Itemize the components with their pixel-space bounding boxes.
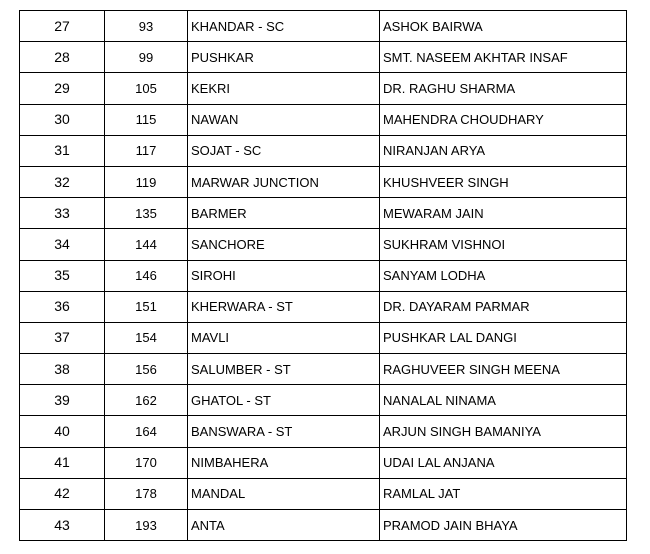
constituency-number-cell: 119: [105, 166, 188, 197]
candidate-name-cell: DR. RAGHU SHARMA: [380, 73, 627, 104]
constituency-name-cell: SALUMBER - ST: [188, 354, 380, 385]
candidate-name-cell: KHUSHVEER SINGH: [380, 166, 627, 197]
constituency-number-cell: 93: [105, 11, 188, 42]
constituency-name-cell: NAWAN: [188, 104, 380, 135]
serial-number-cell: 38: [20, 354, 105, 385]
serial-number-cell: 36: [20, 291, 105, 322]
constituency-number-cell: 162: [105, 385, 188, 416]
serial-number-cell: 41: [20, 447, 105, 478]
constituency-number-cell: 144: [105, 229, 188, 260]
constituency-number-cell: 117: [105, 135, 188, 166]
serial-number-cell: 33: [20, 198, 105, 229]
table-row: [20, 416, 627, 447]
constituency-name-cell: MARWAR JUNCTION: [188, 166, 380, 197]
constituency-name-cell: BARMER: [188, 198, 380, 229]
candidate-name-cell: NIRANJAN ARYA: [380, 135, 627, 166]
serial-number-cell: 27: [20, 11, 105, 42]
candidate-name-cell: UDAI LAL ANJANA: [380, 447, 627, 478]
constituency-name-cell: BANSWARA - ST: [188, 416, 380, 447]
constituency-name-cell: KEKRI: [188, 73, 380, 104]
candidate-name-cell: RAMLAL JAT: [380, 478, 627, 509]
constituency-number-cell: 151: [105, 291, 188, 322]
table-row: [20, 42, 627, 73]
constituency-number-cell: 164: [105, 416, 188, 447]
table-row: [20, 198, 627, 229]
table-row: [20, 510, 627, 541]
constituency-name-cell: GHATOL - ST: [188, 385, 380, 416]
serial-number-cell: 42: [20, 478, 105, 509]
table-row: [20, 260, 627, 291]
candidate-list-table-container: [19, 10, 627, 541]
constituency-name-cell: ANTA: [188, 510, 380, 541]
constituency-name-cell: PUSHKAR: [188, 42, 380, 73]
constituency-name-cell: NIMBAHERA: [188, 447, 380, 478]
constituency-number-cell: 99: [105, 42, 188, 73]
table-row: [20, 322, 627, 353]
table-row: [20, 11, 627, 42]
table-row: [20, 135, 627, 166]
constituency-name-cell: SOJAT - SC: [188, 135, 380, 166]
serial-number-cell: 29: [20, 73, 105, 104]
candidate-name-cell: SMT. NASEEM AKHTAR INSAF: [380, 42, 627, 73]
candidate-name-cell: MEWARAM JAIN: [380, 198, 627, 229]
table-body: [20, 11, 627, 541]
serial-number-cell: 31: [20, 135, 105, 166]
candidate-name-cell: PRAMOD JAIN BHAYA: [380, 510, 627, 541]
serial-number-cell: 34: [20, 229, 105, 260]
table-row: [20, 73, 627, 104]
table-row: [20, 229, 627, 260]
constituency-name-cell: SANCHORE: [188, 229, 380, 260]
candidate-name-cell: SUKHRAM VISHNOI: [380, 229, 627, 260]
candidate-name-cell: ASHOK BAIRWA: [380, 11, 627, 42]
serial-number-cell: 37: [20, 322, 105, 353]
candidate-name-cell: DR. DAYARAM PARMAR: [380, 291, 627, 322]
serial-number-cell: 30: [20, 104, 105, 135]
constituency-number-cell: 156: [105, 354, 188, 385]
table-row: [20, 447, 627, 478]
candidate-name-cell: PUSHKAR LAL DANGI: [380, 322, 627, 353]
serial-number-cell: 40: [20, 416, 105, 447]
constituency-name-cell: MAVLI: [188, 322, 380, 353]
constituency-number-cell: 193: [105, 510, 188, 541]
serial-number-cell: 39: [20, 385, 105, 416]
table-row: [20, 478, 627, 509]
constituency-number-cell: 135: [105, 198, 188, 229]
candidate-name-cell: NANALAL NINAMA: [380, 385, 627, 416]
candidate-list-table: [19, 10, 627, 541]
constituency-name-cell: SIROHI: [188, 260, 380, 291]
constituency-name-cell: MANDAL: [188, 478, 380, 509]
constituency-number-cell: 115: [105, 104, 188, 135]
table-row: [20, 291, 627, 322]
constituency-number-cell: 146: [105, 260, 188, 291]
candidate-name-cell: MAHENDRA CHOUDHARY: [380, 104, 627, 135]
serial-number-cell: 35: [20, 260, 105, 291]
table-row: [20, 104, 627, 135]
table-row: [20, 166, 627, 197]
serial-number-cell: 32: [20, 166, 105, 197]
candidate-name-cell: RAGHUVEER SINGH MEENA: [380, 354, 627, 385]
candidate-name-cell: SANYAM LODHA: [380, 260, 627, 291]
constituency-name-cell: KHERWARA - ST: [188, 291, 380, 322]
constituency-number-cell: 170: [105, 447, 188, 478]
constituency-number-cell: 154: [105, 322, 188, 353]
constituency-number-cell: 105: [105, 73, 188, 104]
constituency-name-cell: KHANDAR - SC: [188, 11, 380, 42]
table-row: [20, 385, 627, 416]
serial-number-cell: 43: [20, 510, 105, 541]
constituency-number-cell: 178: [105, 478, 188, 509]
serial-number-cell: 28: [20, 42, 105, 73]
table-row: [20, 354, 627, 385]
candidate-name-cell: ARJUN SINGH BAMANIYA: [380, 416, 627, 447]
